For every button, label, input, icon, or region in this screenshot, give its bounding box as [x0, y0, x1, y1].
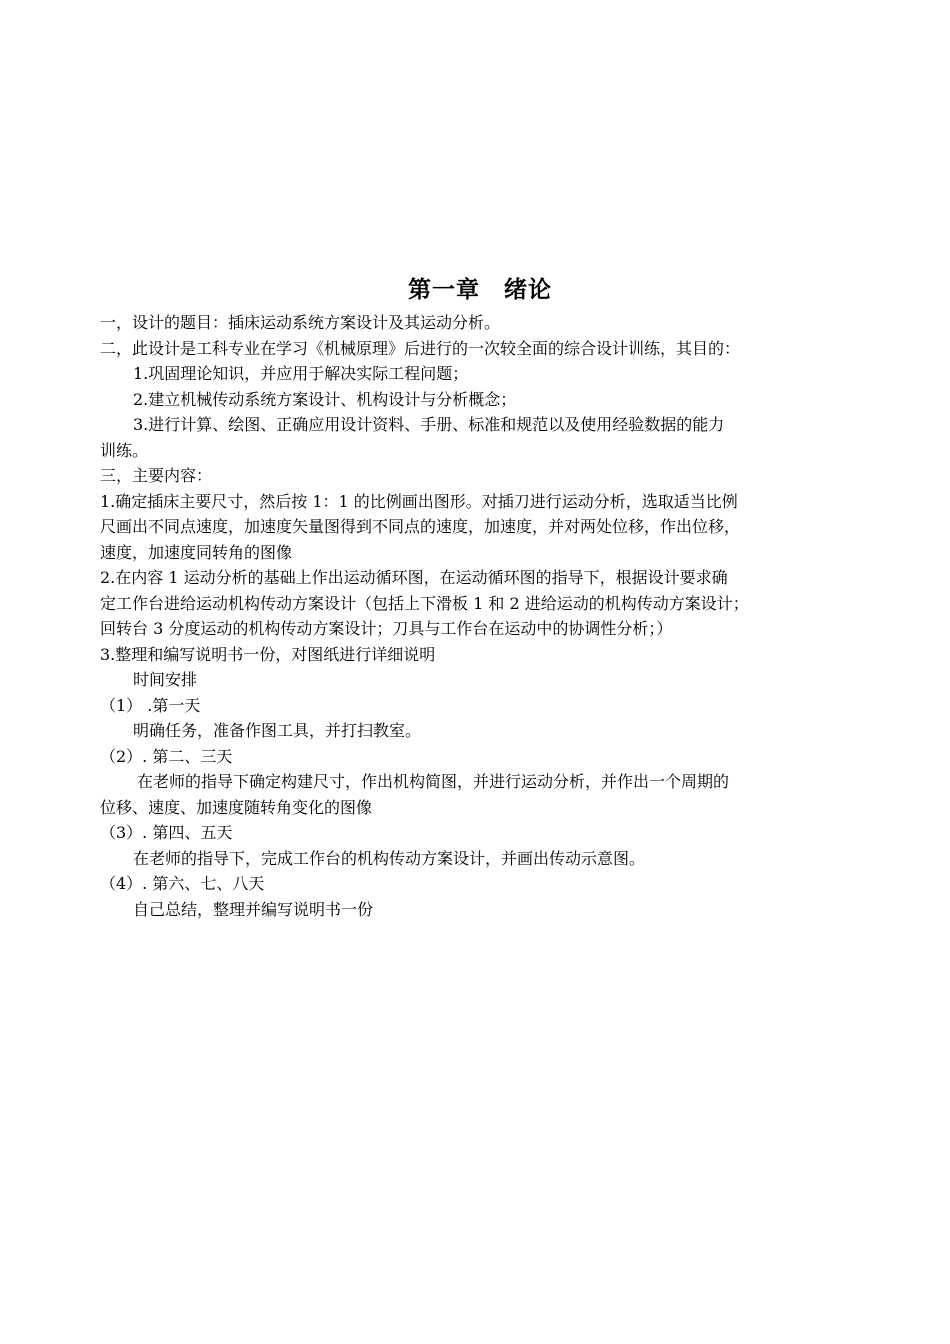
content-item-2: 2.在内容 1 运动分析的基础上作出运动循环图，在运动循环图的指导下，根据设计要求确 — [100, 568, 728, 587]
chapter-title: 第一章 绪论 — [408, 277, 552, 303]
document-page — [100, 272, 860, 922]
main-content-heading: 三，主要内容： — [100, 466, 213, 485]
schedule-day-4-5-task: 在老师的指导下，完成工作台的机构传动方案设计，并画出传动示意图。 — [133, 848, 646, 868]
schedule-day-2-3-task: 在老师的指导下确定构建尺寸，作出机构简图，并进行运动分析，并作出一个周期的 — [137, 772, 730, 791]
design-topic-line: 一，设计的题目：插床运动系统方案设计及其运动分析。 — [100, 313, 501, 332]
purpose-item-2: 2.建立机械传动系统方案设计、机构设计与分析概念； — [133, 389, 517, 409]
schedule-heading: 时间安排 — [133, 670, 198, 689]
schedule-day-6-8-task: 自己总结，整理并编写说明书一份 — [133, 899, 374, 919]
schedule-day-2-3: （2）. 第二、三天 — [100, 746, 233, 766]
content-item-2-cont: 回转台 3 分度运动的机构传动方案设计；刀具与工作台在运动中的协调性分析；） — [100, 619, 673, 638]
content-item-1-cont: 速度，加速度同转角的图像 — [100, 542, 293, 562]
schedule-day-1: （1） .第一天 — [100, 695, 201, 715]
content-item-2-cont: 定工作台进给运动机构传动方案设计（包括上下滑板 1 和 2 进给运动的机构传动方案设计； — [100, 593, 749, 613]
purpose-item-1: 1.巩固理论知识，并应用于解决实际工程问题； — [133, 364, 469, 383]
design-purpose-line: 二，此设计是工科专业在学习《机械原理》后进行的一次较全面的综合设计训练，其目的： — [100, 338, 741, 358]
content-item-1: 1.确定插床主要尺寸，然后按 1：1 的比例画出图形。对插刀进行运动分析，选取适当比例 — [100, 491, 738, 511]
schedule-day-2-3-task-cont: 位移、速度、加速度随转角变化的图像 — [100, 797, 373, 817]
content-item-1-cont: 尺画出不同点速度，加速度矢量图得到不同点的速度，加速度，并对两处位移，作出位移， — [100, 517, 741, 536]
schedule-day-1-task: 明确任务，准备作图工具，并打扫教室。 — [133, 721, 422, 740]
purpose-item-3-cont: 训练。 — [100, 440, 149, 460]
content-item-3: 3.整理和编写说明书一份，对图纸进行详细说明 — [100, 644, 436, 664]
schedule-day-4-5: （3）. 第四、五天 — [100, 823, 233, 842]
schedule-day-6-8: （4）. 第六、七、八天 — [100, 874, 265, 893]
purpose-item-3: 3.进行计算、绘图、正确应用设计资料、手册、标准和规范以及使用经验数据的能力 — [133, 415, 725, 434]
